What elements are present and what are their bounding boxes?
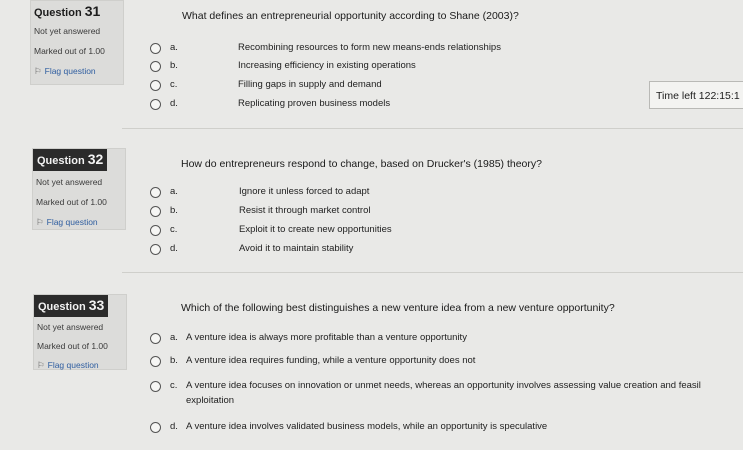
option-text: Exploit it to create new opportunities [239,224,392,235]
option-letter: c. [170,79,178,90]
option-letter: b. [170,205,178,216]
option-text: Ignore it unless forced to adapt [239,186,370,197]
option-letter: b. [170,60,178,71]
question-info [33,294,127,370]
radio-button[interactable] [150,206,161,217]
option-letter: d. [170,243,178,254]
question-info [32,148,126,230]
question-number: Question 33 [34,295,126,317]
option-text-continued: exploitation [186,395,235,406]
flag-question-link[interactable]: ⚐ Flag question [37,360,99,370]
flag-question-link[interactable]: ⚐ Flag question [36,217,98,227]
radio-button[interactable] [150,356,161,367]
option-letter: d. [170,98,178,109]
option-letter: a. [170,42,178,53]
divider [122,128,743,129]
option-text: Filling gaps in supply and demand [238,79,382,90]
option-text: Increasing efficiency in existing operations [238,60,416,71]
flag-question-link[interactable]: ⚐ Flag question [34,66,96,76]
question-text: What defines an entrepreneurial opportunity according to Shane (2003)? [182,10,519,22]
option-letter: c. [170,380,178,391]
radio-button[interactable] [150,99,161,110]
radio-button[interactable] [150,80,161,91]
option-letter: c. [170,224,178,235]
option-text: Resist it through market control [239,205,371,216]
question-info [30,0,124,85]
radio-button[interactable] [150,43,161,54]
option-text: A venture idea requires funding, while a venture opportunity does not [186,355,476,366]
flag-icon: ⚐ [34,66,42,76]
question-marks: Marked out of 1.00 [37,341,108,351]
radio-button[interactable] [150,333,161,344]
divider [122,272,743,273]
question-marks: Marked out of 1.00 [36,197,107,207]
option-letter: d. [170,421,178,432]
question-text: Which of the following best distinguishes a new venture idea from a new venture opportunity? [181,302,615,314]
option-text: Avoid it to maintain stability [239,243,354,254]
option-text: A venture idea focuses on innovation or unmet needs, whereas an opportunity involves assessing value creation and feasil [186,380,701,391]
time-left-timer: Time left 122:15:1 [649,81,743,109]
radio-button[interactable] [150,225,161,236]
radio-button[interactable] [150,381,161,392]
radio-button[interactable] [150,187,161,198]
question-number: Question 32 [33,149,125,171]
question-status: Not yet answered [37,322,104,332]
option-letter: b. [170,355,178,366]
radio-button[interactable] [150,244,161,255]
question-text: How do entrepreneurs respond to change, based on Drucker's (1985) theory? [181,158,542,170]
radio-button[interactable] [150,422,161,433]
flag-icon: ⚐ [37,360,45,370]
question-marks: Marked out of 1.00 [34,46,105,56]
option-letter: a. [170,332,178,343]
option-text: Replicating proven business models [238,98,391,109]
question-number: Question 31 [34,3,101,19]
option-letter: a. [170,186,178,197]
option-text: A venture idea involves validated business models, while an opportunity is speculative [186,421,548,432]
radio-button[interactable] [150,61,161,72]
option-text: A venture idea is always more profitable than a venture opportunity [186,332,467,343]
flag-icon: ⚐ [36,217,44,227]
option-text: Recombining resources to form new means-ends relationships [238,42,501,53]
question-status: Not yet answered [34,26,101,36]
question-status: Not yet answered [36,177,103,187]
